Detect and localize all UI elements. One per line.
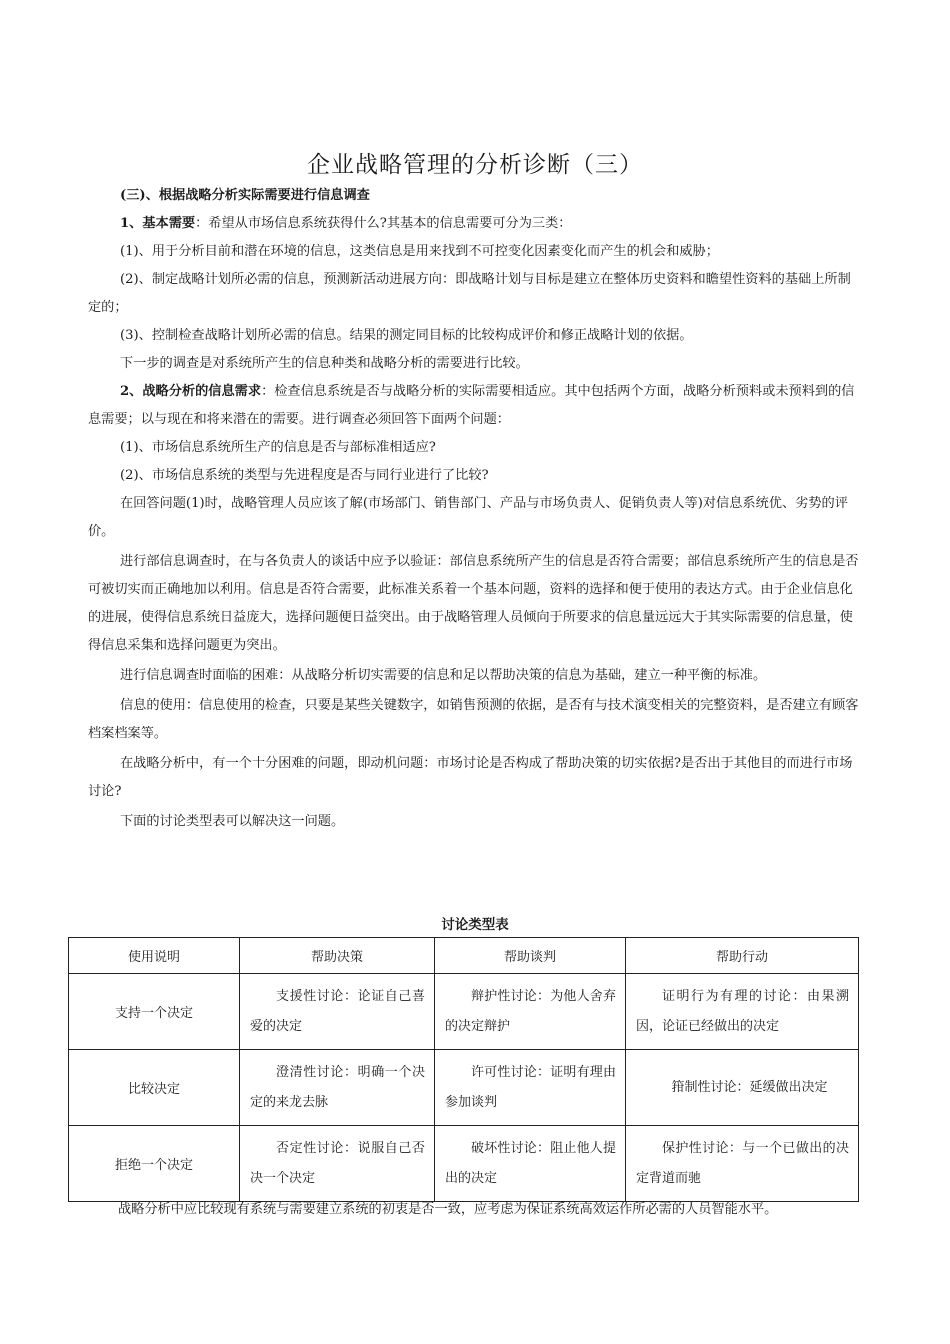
table-cell: 许可性讨论：证明有理由参加谈判: [435, 1050, 626, 1126]
document-title: 企业战略管理的分析诊断（三）: [307, 152, 643, 178]
question-item: (2)、市场信息系统的类型与先进程度是否与同行业进行了比较?: [120, 468, 489, 483]
row-label: 拒绝一个决定: [69, 1126, 240, 1202]
paragraph: 信息的使用：信息使用的检查，只要是某些关键数字，如销售预测的依据，是否有与技术演变相关的完整资料，是否建立有顾客档案档案等。: [88, 698, 859, 741]
list-item: (2)、制定战略计划所必需的信息，预测新活动进展方向：即战略计划与目标是建立在整体历史资料和瞻望性资料的基础上所制定的；: [88, 272, 851, 315]
question-item: (1)、市场信息系统所生产的信息是否与部标准相适应?: [120, 440, 436, 455]
document-body: [88, 182, 863, 836]
paragraph: 进行部信息调查时，在与各负责人的谈话中应予以验证：部信息系统所产生的信息是否符合需要；部信息系统所产生的信息是否可被切实而正确地加以利用。信息是否符合需要，此标准关系着一个基本问题，资料的选择和便于使用的表达方式。由于企业信息化的进展，使得信息系统日益庞大，选择问题便日益突出。由于战略管理人员倾向于所要求的信息量远远大于其实际需要的信息量，使得信息采集和选择问题更为突出。: [88, 554, 859, 653]
paragraph-basic-needs: [88, 210, 863, 238]
list-item: (3)、控制检查战略计划所必需的信息。结果的测定同目标的比较构成评价和修正战略计划的依据。: [120, 328, 693, 343]
discussion-type-table: [68, 937, 859, 1202]
paragraph-label: 1、基本需要: [120, 216, 196, 231]
list-item: (1)、用于分析目前和潜在环境的信息，这类信息是用来找到不可控变化因素变化而产生的机会和威胁；: [120, 244, 719, 259]
paragraph-label: 2、战略分析的信息需求: [120, 384, 262, 399]
table-cell: 破坏性讨论：阻止他人提出的决定: [435, 1126, 626, 1202]
paragraph-text: ：希望从市场信息系统获得什么?其基本的信息需要可分为三类：: [195, 216, 572, 231]
table-cell: 支援性讨论：论证自己喜爱的决定: [240, 974, 435, 1050]
table-row: [69, 1126, 859, 1202]
paragraph: 在战略分析中，有一个十分困难的问题，即动机问题：市场讨论是否构成了帮助决策的切实依据?是否出于其他目的而进行市场讨论?: [88, 756, 853, 799]
paragraph-strategy-needs: [88, 378, 863, 434]
closing-paragraph: 战略分析中应比较现有系统与需要建立系统的初衷是否一致，应考虑为保证系统高效运作所必需的人员智能水平。: [118, 1202, 778, 1217]
table-row: [69, 974, 859, 1050]
paragraph: 在回答问题(1)时，战略管理人员应该了解(市场部门、销售部门、产品与市场负责人、促销负责人等)对信息系统优、劣势的评价。: [88, 496, 848, 539]
row-label: 支持一个决定: [69, 974, 240, 1050]
table-cell: 保护性讨论：与一个已做出的决定背道而驰: [626, 1126, 859, 1202]
paragraph-text: ：检查信息系统是否与战略分析的实际需要相适应。其中包括两个方面，战略分析预料或未预料到的信息需要；以与现在和将来潜在的需要。进行调查必须回答下面两个问题：: [88, 384, 855, 427]
paragraph: 进行信息调查时面临的困难：从战略分析切实需要的信息和足以帮助决策的信息为基础，建立一种平衡的标准。: [120, 668, 767, 683]
table-header-row: [69, 938, 859, 974]
section-heading: (三)、根据战略分析实际需要进行信息调查: [120, 188, 370, 203]
row-label: 比较决定: [69, 1050, 240, 1126]
table-cell: 辩护性讨论：为他人舍弃的决定辩护: [435, 974, 626, 1050]
table-header-cell: 帮助决策: [240, 938, 435, 974]
table-cell: 否定性讨论：说服自己否决一个决定: [240, 1126, 435, 1202]
table-cell: 证明行为有理的讨论：由果溯因，论证已经做出的决定: [626, 974, 859, 1050]
table-header-cell: 使用说明: [69, 938, 240, 974]
table-cell: 澄清性讨论：明确一个决定的来龙去脉: [240, 1050, 435, 1126]
paragraph: 下一步的调查是对系统所产生的信息种类和战略分析的需要进行比较。: [120, 356, 529, 371]
table-row: [69, 1050, 859, 1126]
table-cell: 箝制性讨论：延缓做出决定: [626, 1050, 859, 1126]
table-caption: 讨论类型表: [441, 917, 509, 933]
table-header-cell: 帮助谈判: [435, 938, 626, 974]
paragraph: 下面的讨论类型表可以解决这一问题。: [120, 814, 345, 829]
table-header-cell: 帮助行动: [626, 938, 859, 974]
